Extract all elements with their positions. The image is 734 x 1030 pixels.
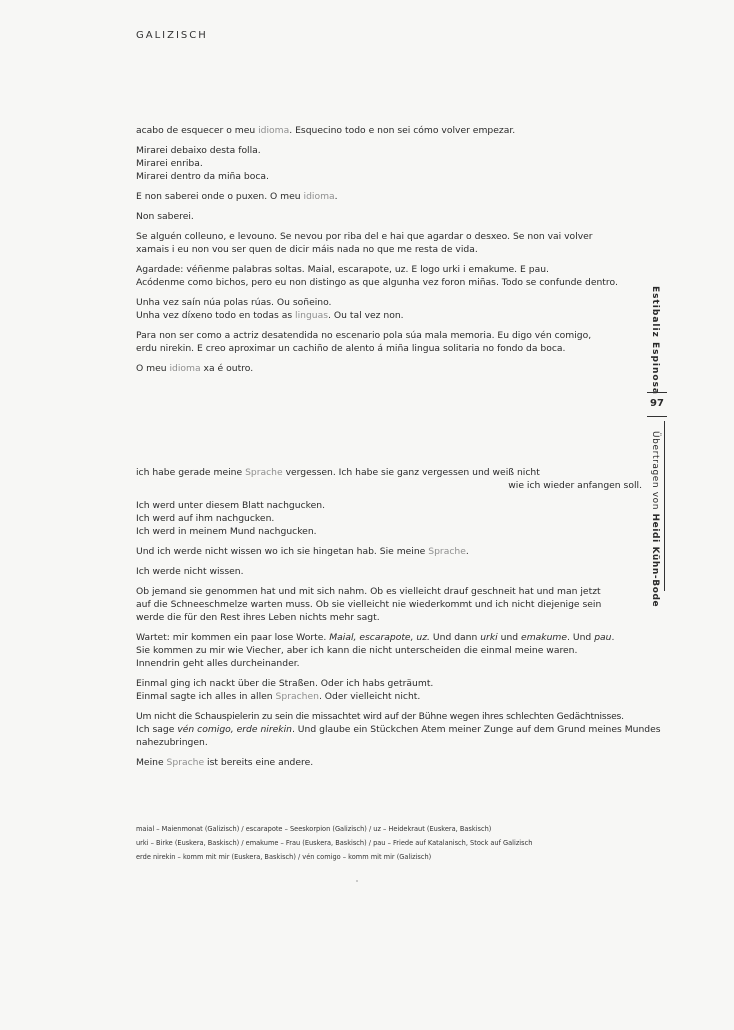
paragraph bbox=[136, 585, 656, 624]
text-line: Mirarei dentro da miña boca. bbox=[136, 171, 269, 182]
footnote-line: urki – Birke (Euskera, Baskisch) / emakume – Frau (Euskera, Baskisch) / pau – Friede auf Katalanisch, Stock auf Galizisch bbox=[136, 839, 533, 847]
text-line: Ich werd unter diesem Blatt nachgucken. bbox=[136, 500, 326, 511]
text-line: Um nicht die Schauspielerin zu sein die missachtet wird auf der Bühne wegen ihres schlechten Gedächtnisses. bbox=[136, 711, 624, 722]
text-line: Agardade: véñenme palabras soltas. Maial, escarapote, uz. E logo urki i emakume. E pau. bbox=[136, 264, 549, 275]
paper-speck bbox=[356, 880, 358, 882]
divider bbox=[647, 392, 667, 393]
highlighted-word: idioma bbox=[258, 125, 290, 136]
text-line: wie ich wieder anfangen soll. bbox=[508, 480, 642, 491]
text-line: Innendrin geht alles durcheinander. bbox=[136, 658, 300, 669]
text-line: xamais i eu non vou ser quen de dicir máis nada no que me resta de vida. bbox=[136, 244, 478, 255]
highlighted-word: Sprache bbox=[245, 467, 283, 478]
text-line: Se alguén colleuno, e levouno. Se nevou por riba del e hai que agardar o desxeo. Se non vai volver bbox=[136, 231, 593, 242]
highlighted-word: Sprache bbox=[428, 546, 466, 557]
text-line: Sie kommen zu mir wie Viecher, aber ich kann die nicht unterscheiden die einmal meine waren. bbox=[136, 645, 578, 656]
paragraph: Ich werde nicht wissen. bbox=[136, 566, 244, 577]
text-line: auf die Schneeschmelze warten muss. Ob sie vielleicht nie wiederkommt und ich nicht diejenige sein bbox=[136, 599, 602, 610]
paragraph: E non saberei onde o puxen. O meu idioma. bbox=[136, 191, 338, 202]
paragraph: O meu idioma xa é outro. bbox=[136, 363, 254, 374]
text-line: Ob jemand sie genommen hat und mit sich nahm. Ob es vielleicht drauf geschneit hat und man jetzt bbox=[136, 586, 601, 597]
paragraph bbox=[136, 296, 656, 322]
section-header: GALIZISCH bbox=[136, 30, 208, 41]
paragraph bbox=[136, 631, 656, 670]
text-line: Mirarei debaixo desta folla. bbox=[136, 145, 261, 156]
text-line: Ich sage vén comigo, erde nirekin. Und glaube ein Stückchen Atem meiner Zunge auf dem Grund meines Mundes bbox=[136, 724, 661, 735]
paragraph bbox=[136, 710, 661, 749]
text-line: Unha vez saín núa polas rúas. Ou soñeino. bbox=[136, 297, 332, 308]
footnotes bbox=[136, 822, 656, 864]
paragraph bbox=[136, 466, 656, 492]
text-line: Mirarei enriba. bbox=[136, 158, 203, 169]
footnote-line: erde nirekin – komm mit mir (Euskera, Baskisch) / vén comigo – komm mit mir (Galizisch) bbox=[136, 853, 432, 861]
text-line: Acódenme como bichos, pero eu non distingo as que algunha vez foron miñas. Todo se confunde dentro. bbox=[136, 277, 618, 288]
galician-text bbox=[136, 124, 656, 382]
paragraph bbox=[136, 230, 656, 256]
highlighted-word: Sprache bbox=[166, 757, 205, 768]
text-line: Einmal ging ich nackt über die Straßen. Oder ich habs geträumt. bbox=[136, 678, 434, 689]
highlighted-word: Sprachen bbox=[275, 691, 319, 702]
text-line: Ich werd auf ihm nachgucken. bbox=[136, 513, 275, 524]
paragraph: Non saberei. bbox=[136, 211, 194, 222]
text-line: Einmal sagte ich alles in allen Sprachen. Oder vielleicht nicht. bbox=[136, 691, 421, 702]
text-line: Unha vez díxeno todo en todas as linguas. Ou tal vez non. bbox=[136, 310, 404, 321]
footnote-line: maial – Maienmonat (Galizisch) / escarapote – Seeskorpion (Galizisch) / uz – Heidekraut (Euskera, Baskisch) bbox=[136, 825, 492, 833]
author-name: Estibaliz Espinosa bbox=[650, 286, 660, 396]
text-line: werde die für den Rest ihres Leben nichts mehr sagt. bbox=[136, 612, 380, 623]
divider bbox=[664, 421, 665, 591]
highlighted-word: idioma bbox=[169, 363, 201, 374]
text-line: erdu nirekin. E creo aproximar un cachiño de alento á miña lingua solitaria no fondo da boca. bbox=[136, 343, 566, 354]
text-line: Para non ser como a actriz desatendida no escenario pola súa mala memoria. Eu digo vén comigo, bbox=[136, 330, 592, 341]
text-line: ich habe gerade meine Sprache vergessen. Ich habe sie ganz vergessen und weiß nicht bbox=[136, 467, 540, 478]
text-line: Ich werd in meinem Mund nachgucken. bbox=[136, 526, 317, 537]
paragraph: Und ich werde nicht wissen wo ich sie hingetan hab. Sie meine Sprache. bbox=[136, 546, 469, 557]
text-line: Wartet: mir kommen ein paar lose Worte. Maial, escarapote, uz. Und dann urki und emakume. Und pau. bbox=[136, 632, 615, 643]
paragraph bbox=[136, 144, 656, 183]
paragraph bbox=[136, 499, 656, 538]
text-line: nahezubringen. bbox=[136, 737, 208, 748]
paragraph bbox=[136, 677, 656, 703]
divider bbox=[647, 416, 667, 417]
sidebar bbox=[647, 286, 667, 606]
translator-credit: Übertragen von Heidi Kühn-Bode bbox=[650, 431, 660, 608]
paragraph bbox=[136, 329, 656, 355]
highlighted-word: linguas bbox=[295, 310, 329, 321]
page-number: 97 bbox=[650, 398, 664, 409]
highlighted-word: idioma bbox=[303, 191, 335, 202]
paragraph: acabo de esquecer o meu idioma. Esquecino todo e non sei cómo volver empezar. bbox=[136, 125, 516, 136]
paragraph: Meine Sprache ist bereits eine andere. bbox=[136, 757, 314, 768]
paragraph bbox=[136, 263, 656, 289]
